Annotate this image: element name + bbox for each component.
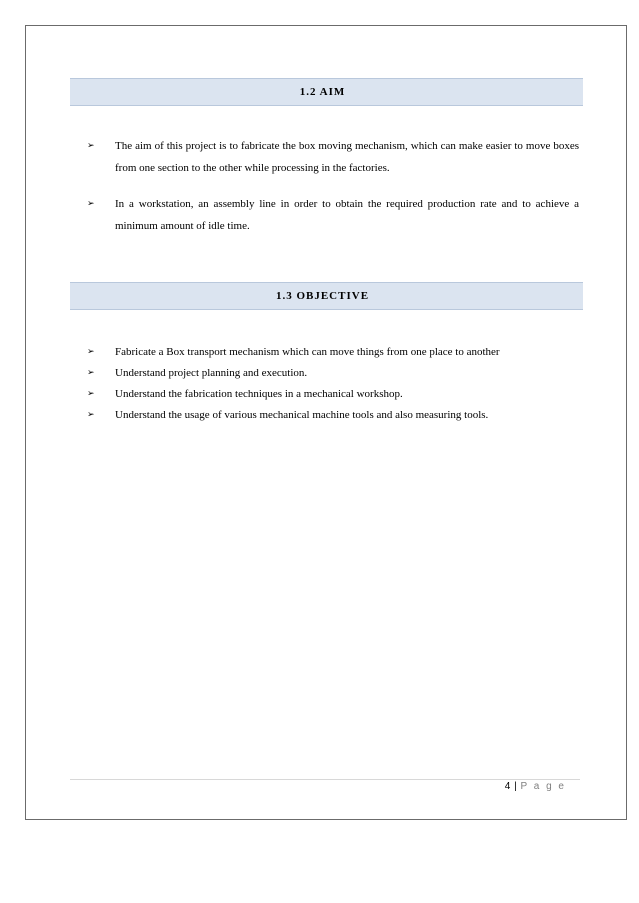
aim-bullet-text: The aim of this project is to fabricate the box moving mechanism, which can make easier to move boxes from one section to the other while processing in the factories.	[115, 140, 579, 174]
objective-bullet-text: Understand project planning and execution.	[115, 367, 308, 379]
arrow-bullet-icon: ➢	[87, 141, 95, 151]
aim-heading: 1.2 AIM	[299, 86, 346, 98]
objective-bullet	[87, 408, 579, 426]
objective-bullet-text: Fabricate a Box transport mechanism which can move things from one place to another	[115, 346, 500, 358]
page-footer	[505, 781, 566, 792]
footer-separator: |	[514, 781, 518, 792]
aim-bullet	[87, 135, 579, 179]
objective-bullet	[87, 366, 579, 384]
arrow-bullet-icon: ➢	[87, 199, 95, 209]
objective-bullet-text: Understand the usage of various mechanical machine tools and also measuring tools.	[115, 409, 489, 421]
arrow-bullet-icon: ➢	[87, 368, 95, 378]
aim-heading-band	[70, 78, 583, 106]
objective-bullet	[87, 345, 579, 363]
objective-bullet-text: Understand the fabrication techniques in a mechanical workshop.	[115, 388, 403, 400]
arrow-bullet-icon: ➢	[87, 347, 95, 357]
aim-bullet-text: In a workstation, an assembly line in order to obtain the required production rate and to achieve a minimum amount of idle time.	[115, 198, 579, 232]
arrow-bullet-icon: ➢	[87, 410, 95, 420]
aim-bullet	[87, 193, 579, 237]
page-label: P a g e	[520, 781, 566, 792]
objective-heading-band	[70, 282, 583, 310]
page-number: 4	[504, 781, 511, 792]
objective-heading: 1.3 OBJECTIVE	[275, 290, 370, 302]
footer-divider	[70, 779, 580, 780]
objective-bullet	[87, 387, 579, 405]
arrow-bullet-icon: ➢	[87, 389, 95, 399]
